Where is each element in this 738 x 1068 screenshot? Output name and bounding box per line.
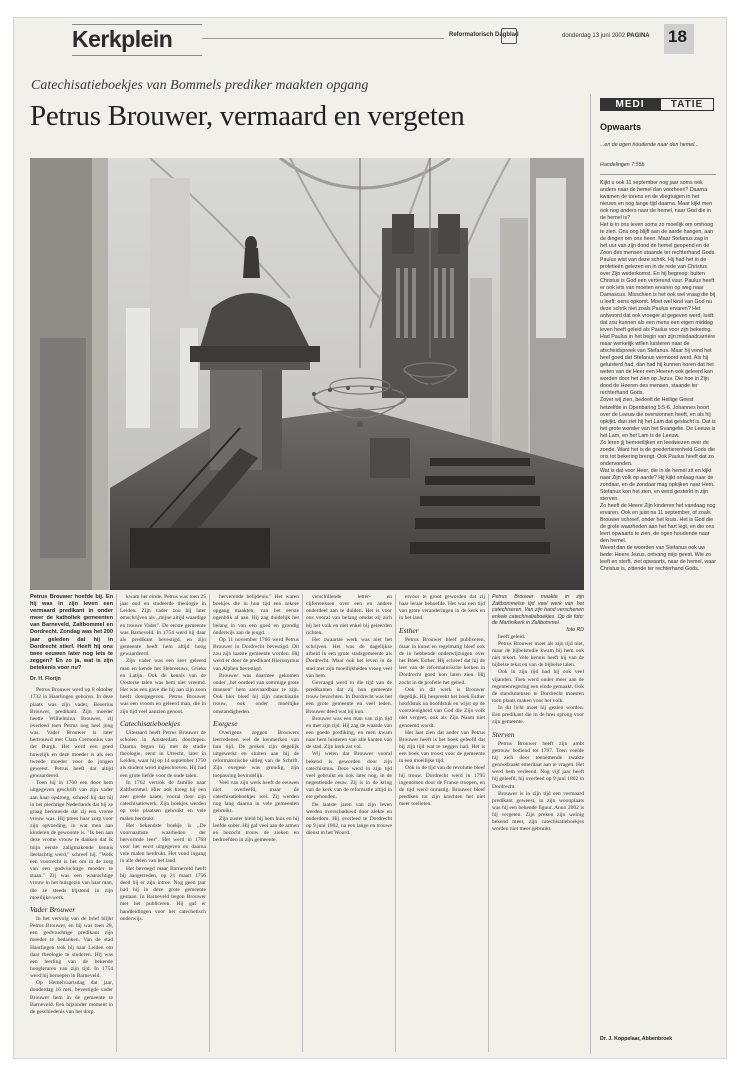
column-rule — [395, 594, 396, 1052]
photo-credit: foto RD — [566, 626, 584, 633]
paragraph: Brouwer was een man van zijn tijd en met zijn tijd. Hij zag de waarde van een goede prediking, en men kwam naar hem luisteren van alle kanten van de stad. Zijn kerk zat vol. — [306, 715, 392, 751]
paper-logo-icon — [501, 28, 517, 44]
paragraph: Het zwaarste werk was niet het schrijven. Het was de dagelijkse arbeid in een grote stadsgemeente als Dordrecht. Maar ook het leven in de stad met zijn moeilijkheden vroeg veel van hem. — [306, 636, 392, 679]
paragraph: Het bekendste boekje is ,,De voornaamste waarheden der hervormde leer". Het werd in 1768 voor het eerst uitgegeven en daarna vele malen herdrukt. Het vond ingang in alle delen van het land. — [120, 822, 206, 865]
column-rule — [488, 594, 489, 1052]
paragraph: In dit licht moet hij gezien worden. Een predikant die in de bres sprong voor zijn gemeente. — [492, 705, 584, 726]
paragraph: De laatste jaren van zijn leven werden overschaduwd door ziekte en ouderdom. Hij overleed te Dordrecht op 9 juni 1802, na een lange en trouwe dienst in het Woord. — [306, 801, 392, 837]
paragraph: Brouwer was daarmee gekomen onder ,,het oordeel van sommige grote mannen" hem aanvaardbaar te zijn. Ook hier bleef hij zijn catechisatie trouw, ook onder moeilijke omstandigheden. — [213, 672, 299, 715]
meditatie-paragraph: Paulus wist van deze schrik. Hij had het in de profetieën gelezen en in de rede van Christus over Zijn wederkomst. En hij begreep: buiten Christus is God een verterend vuur. Paulus heeft er ook iets van moeten ervaren op weg naar Damascus. Misschien is het ook wel vraag die bij u leeft: eens opkomt. Moet wel kind van God nu deze schrik niet zoals Paulus ervaren? Het antwoord dat ook vroeger al gegeven werd, luidt: dat zou kunnen als een mens een eigen middag leven heeft geleid als Paulus voor zijn bekering. — [600, 257, 716, 334]
article-headline: Petrus Brouwer, vermaard en vergeten — [30, 100, 465, 132]
paragraph: Brouwer is in zijn tijd een vermaard predikant geweest, in zijn woonplaats was hij een bekende figuur. Anno 2002 is hij vergeten. Zijn preken zijn weinig bekend meer, zijn catechisatieboekjes worden niet meer gebruikt. — [492, 790, 584, 833]
meditatie-paragraph: Zo heeft de Heere Zijn kinderen het vandaag nog ervaren. Ook en juist na 11 september, of zoals Brouwer schreef, onder het kruis. Het is God die de grote waarheden aan het hart legt, en die ons leert opwaarts te zien, de ogen houdende naar den hemel. — [600, 502, 716, 544]
meditatie-paragraph: Het is in ons leven soms zo moeilijk om omhoog te zien. Ons oog blijft aan de aarde hangen, aan de dingen om ons heen. Maar Stefanus zag in het uur van zijn dood de hemel geopend en de Zoon des mensen staande ter rechterhand Gods. — [600, 222, 716, 257]
paragraph: kwam het einde. Petrus was toen 25 jaar oud en studeerde theologie in Leiden. Zijn vader zou hij later omschrijven als ,,mijne altijd waardige en trouwe Vader". De eerste gemeente was Barneveld. In 1754 werd hij daar als predikant bevestigd, en zijn gemeente heeft hem altijd hoog gewaardeerd. — [120, 594, 206, 658]
subheading: Vader Brouwer — [30, 904, 76, 914]
paragraph: Het laat zien dat ander van Petrus Brouwer heeft is het boek geleefd dat bij zijn tijd wat te zeggen had. Het is een boek van troost voor de gemeente in een moeilijke tijd. — [399, 729, 485, 765]
paragraph: Uiteraard heeft Petrus Brouwer de scholen in Amsterdam doorlopen. Daarna begon hij met de studie theologie, eerst in Utrecht, later in Leiden, waar hij op 14 september 1750 als student werd ingeschreven. Hij had een grote liefde voor de oude talen. — [120, 729, 206, 779]
paragraph: Wij weten dat Brouwer vooral bekend is geworden door zijn catechismus. Deze werd in zijn tijd veel gebruikt en ook later nog, in de negentiende eeuw. Zij is in de kring van de kerk van de reformatie altijd in ere gehouden. — [306, 751, 392, 801]
issue-date: donderdag 13 juni 2002 — [562, 33, 626, 39]
paragraph: Petrus Brouwer moet als zijn tijd niet, maar de bijbelstudie kwam bij hem ook niet tekort. Vele kennis heeft hij van de bijbelse tekst en van de bijbelse talen. — [492, 640, 584, 669]
subheading: Catechisatieboekjes — [120, 718, 180, 728]
meditatie-banner — [600, 98, 712, 111]
paragraph: Zijn zuster hield bij hem huis en hij leefde sober. Hij gaf veel aan de armen en bezocht trouw de zieken en bedroefden in zijn gemeente. — [213, 815, 299, 843]
subheading: Exegese — [213, 718, 238, 728]
paragraph: Petrus Brouwer heeft zijn ambt getrouw bediend tot 1797. Toen voelde hij zich door toenemende zwakte genoodzaakt emeritaat aan te vragen. Het werd hem verleend. Nog vijf jaar heeft hij geleefd, hij overleed op 9 juni 1802 in Dordrecht. — [492, 740, 584, 790]
paragraph: In 1762 vertrok de familie naar Zaltbommel. Hier ook kreeg hij een zeer goede naam, vooral door zijn catechisatiewerk. Zijn boekjes werden op vele plaatsen gebruikt en vele malen herdrukt. — [120, 779, 206, 822]
paragraph: Toen hij in 1760 een door hem uitgegeven geschrift van zijn vader aan haar opdroeg, schreef hij dat hij in het plechtige Nederlands dat hij ze graag herinnerde dat zij een vrome vrouw was. Hij prees haar zorg voor zijn opvoeding, in wat men aan kinderen de gewoonte is. "Ik ben aan deze vrome vrouw te danken dat ik mijn eerste zaligmakende kennis deelachtig werd," schreef hij. "Welk een voorrecht is het om in de zorg van een godvruchtige moeder te staan." Zij was een waarachtige vrouw in het huisgezin van haar man, die ze steeds bijstond in zijn moeilijke werk. — [30, 780, 113, 901]
section-title: Kerkplein — [72, 26, 173, 52]
paragraph: Gevraagd werd in die tijd van de predikanten dat zij hun gemeente trouw bezochten. In Dordrecht was het een grote gemeente en veel leden. Brouwer deed wat hij kon. — [306, 679, 392, 715]
meditatie-rule — [590, 94, 591, 1054]
page-label: PAGINA — [626, 33, 650, 39]
section-banner — [72, 24, 202, 56]
article-column-1 — [30, 594, 113, 1056]
page-number: 18 — [668, 27, 687, 46]
church-interior-photo — [30, 158, 584, 590]
article-column-2 — [120, 594, 206, 1056]
paragraph: Ook in de tijd van de revolutie bleef hij trouw. Dordrecht werd in 1795 ingenomen door de Franse troepen, en de tijd werd onrustig. Brouwer bleef prediken tot zijn krachten het niet meer toelieten. — [399, 765, 485, 808]
paragraph: In het vervolg van de brief blijkt Petrus Brouwer, en hij was toen 28, een godvruchtige predikant zijn moeder te bedanken. Van de stad Haarlingen trok hij naar Leiden om daar theologie te studeren. Hij was een leerling van de bekende hoogleraren van zijn tijd. In 1754 werd hij beroepen in Barneveld. — [30, 915, 113, 980]
date-line — [562, 33, 650, 39]
paragraph: heeft geleid. — [498, 633, 526, 640]
paragraph: Petrus Brouwer bleef publiceren, maar in kunst en regelmatig bleef ook de in hebbende onderwijzingen over het Boek Esther. Hij schreef dat hij de leer van de reformatorische kerken in Dordrecht goed kon laten zien. Hij zocht in de profetie het gebed. — [399, 636, 485, 686]
newspaper-page — [14, 18, 726, 1058]
meditatie-paragraph: Had Paulus in het begin van zijn misdaadcarrière maar werkelijk willen luisteren naar de afscheidspreek van Stefanus. Maar hij vond het heel goed dat Stefanus vermoord werd. Als hij geluisterd had, dan had hij kunnen horen dat het weten van de Heer een Heeren ook geleerd kan worden door het zien op Jezus. Die hoe in Zijn dood de Heeren des mensen, staande ter rechterhand Gods. — [600, 334, 716, 397]
meditatie-quote: ...en de ogen houdende naar den hemel... — [600, 142, 699, 148]
church-interior-image — [30, 158, 584, 590]
meditatie-paragraph: Weest dan de woorden van Stefanus ook uw bede: Heere Jezus, ontvang mijn geest. Wie zo leeft en sterft, ziet opwaarts, naar de hemel, waar Christus is, zittende ter rechterhand Gods. — [600, 544, 716, 572]
article-column-6 — [492, 594, 584, 1056]
meditatie-paragraph: Kijkt u ook 11 september nog jaar soms ook anders naar de hemel dan voorheen? Daarna kwamen de torens en de vliegtuigen in het nieuws en nog lange tijd daarna. Maar kijkt men ook nog anders naar de hemel, naar God die in de hemel is? — [600, 180, 713, 222]
meditatie-paragraph: Wat is dat voor Heer, die in de hemel zit en kijkt naar Zijn volk op aarde? Hij kijkt omlaag naar de zondaar, en de zondaar mag opkijken naar Hem. Stefanus kon het zien, en werd gesterkt in zijn sterven. — [600, 467, 715, 502]
meditatie-label-a: MEDI — [600, 98, 660, 111]
column-rule — [302, 594, 303, 1052]
subheading: Sterven — [492, 729, 515, 739]
meditatie-signature: Dr. J. Koppelaar, Abbenbroek — [600, 1036, 673, 1042]
paragraph: herverende belijdenis." Het waren boekjes die in hun tijd een zekere opgang maakten, van het eerste ogenblik af aan. Hij zag duidelijk het belang in van een goed en grondig onderwijs aan de jeugd. — [213, 594, 299, 636]
paper-name: Reformatorisch Dagblad — [449, 32, 519, 38]
paragraph: verschillende letter- en cijferreeksen over een en andere onderdeel aan te duiden. Het is voor ons vooral van belang omdat zij zich bij het volk en niet enkel bij geleerden richten. — [306, 594, 392, 636]
photo-caption: Petrus Brouwer maakte in zijn Zaltbommelse tijd veel werk van het catechiseren. Van zijn hand verschenen enkele catechisatieboekjes. Op de foto: de Martinikerk in Zaltbommel. — [492, 594, 584, 627]
article-byline: Dr. H. Florijn — [30, 676, 61, 683]
paragraph: Petrus Brouwer werd op 8 oktober 1732 in Haarlingen geboren. In deze plaats was zijn vader, Benerius Brouwer, predikant. Zijn moeder heette Wilhelmina Brouwer, zij overleed toen Petrus nog heel jong was. Vader Brouwer is later hertrouwd met Clara Cremonius van der Burgh. Het werd een goed huwelijk en deze moeder is als een tweede moeder voor de jongen geweest. Petrus heeft dat altijd gewaardeerd. — [30, 687, 113, 780]
paragraph: Op 11 november 1766 werd Petrus Brouwer in Dordrecht bevestigd. Dit zou zijn laatste gemeente worden. Hij werd er door de predikant Hieronymus van Alphen bevestigd. — [213, 636, 299, 672]
paragraph: Veel van zijn werk heeft de eeuwen niet overleefd, maar de catechisatieboekjes wel. Zij werden nog lang daarna in vele gemeenten gebruikt. — [213, 779, 299, 815]
column-rule — [209, 594, 210, 1052]
article-column-5 — [399, 594, 485, 1056]
paragraph: Ook in dit werk is Brouwer degelijk. Hij bespreekt het boek Esther hoofdstuk na hoofdstuk en wijst op de voorzienigheid van God die Zijn volk niet vergeet, ook als Zijn Naam niet genoemd wordt. — [399, 686, 485, 729]
meditatie-title: Opwaarts — [600, 122, 642, 132]
article-lead: Petrus Brouwer hoefde bij. En hij was in zijn leven een vermaard predikant in onder meer de katholiek gemeenten van Barneveld, Zaltbommel en Dordrecht. Zondag was het 200 jaar geleden dat hij in Dordrecht stierf. Heeft hij ons twee eeuwen later nog iets te zeggen? En zo ja, wat is zijn betekenis voor nu? — [30, 594, 113, 671]
article-kicker: Catechisatieboekjes van Bommels prediker maakten opgang — [31, 78, 369, 93]
meditatie-paragraph: Zo leren jij bemoeilijken en leedwezen over de zonde. Want het is de goedertierenheid Gods die ons tot bekering brengt. Ook Paulus heeft dat zo ondervonden. — [600, 439, 715, 467]
paragraph: Ook in zijn tijd had hij ook veel vijanden. Toen werd onder meer aan de regentenregering een einde gemaakt. Ook de standsmensen te Dordrecht moesten toen plaats maken voor het volk. — [492, 669, 584, 704]
meditatie-reference: Handelingen 7:55b — [600, 162, 645, 168]
article-column-3 — [213, 594, 299, 1056]
column-rule — [116, 594, 117, 1052]
subheading: Esther — [399, 625, 419, 635]
meditatie-divider — [600, 174, 716, 175]
article-column-4 — [306, 594, 392, 1056]
paragraph: Het bevoegd maar Barneveld heeft hij aangetreden, op 21 maart 1756 deed hij er zijn intree. Nog geen jaar had hij in deze grote gemeente gestaan. In Barneveld begon Brouwer met het publiceren. Hij gaf er handleidingen voor het catechetisch onderwijs. — [120, 865, 206, 922]
meditatie-body — [600, 180, 716, 1030]
paragraph: Zijn vader was een zeer geleerd man en kende het Hebreeuws, Grieks en Latijn. Ook de kennis van de Oosterse talen was hem niet vreemd. Het was een gave die hij aan zijn zoon heeft doorgegeven. Petrus Brouwer was een vroom en geleerd man, die in zijn tijd veel aanzien genoot. — [120, 658, 206, 715]
paragraph: Op Hemelvaartsdag dat jaar, donderdag 16 mei, bevestigde vader Brouwer hem in de gemeente te Barneveld. Een bijzonder moment in de geschiedenis van het dorp. — [30, 980, 113, 1015]
paragraph: Overigens zeggen Brouwers leerredenen wel de kenmerken van hun tijd. De preken zijn degelijk uitgewerkt en sluiten aan bij de reformatorische uitleg van de Schrift. Zijn exegese was grondig, zijn toepassing bevindelijk. — [213, 729, 299, 779]
meditatie-paragraph: Zover wij zien, bedoelt de Heilige Geest hetzelfde in Openbaring 5:5-6. Johannes hoort over de Leeuw die overwonnen heeft, en als hij opkijkt, dan ziet hij het Lam dat geslacht is. Dat is het grote wonder van het Evangelie. De Leeuw is het Lam, en het Lam is de Leeuw. — [600, 397, 716, 439]
header-rule — [202, 38, 444, 39]
paragraph: ervoor te groot geworden dat zij haar leraar behoefde. Het was een tijd van grote veranderingen in de kerk en in het land. — [399, 594, 485, 622]
meditatie-label-b: TATIE — [660, 98, 714, 111]
page-header — [14, 18, 726, 60]
